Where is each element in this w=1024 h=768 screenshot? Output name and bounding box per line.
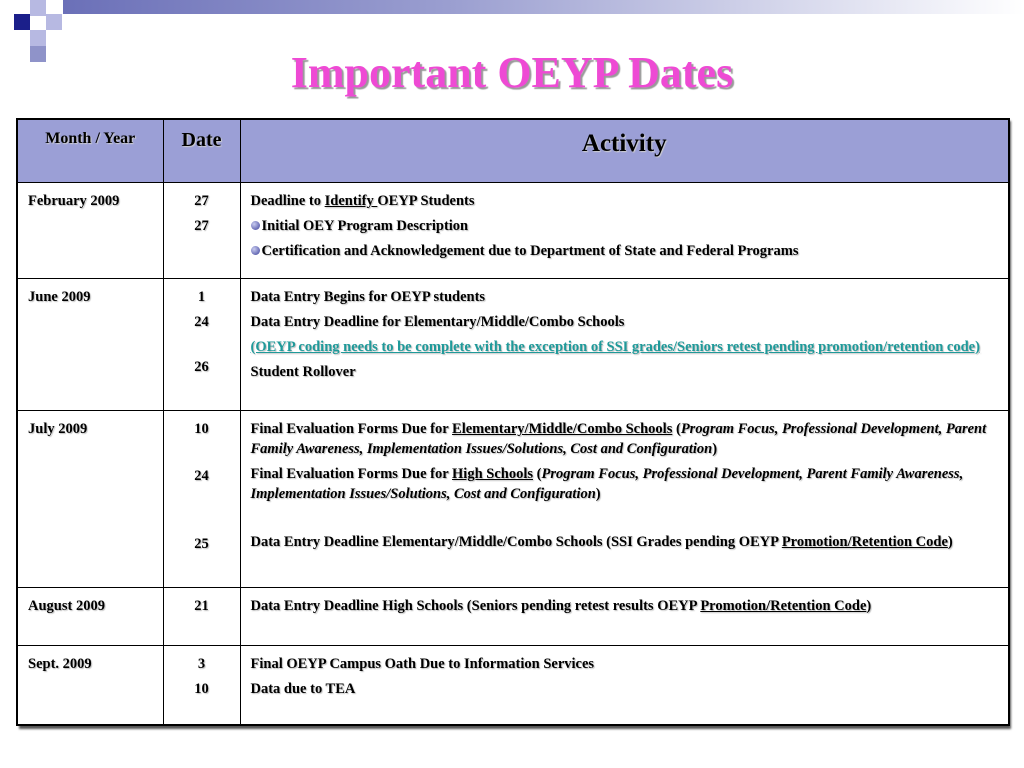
date-cell <box>163 182 240 278</box>
header-activity: Activity <box>240 119 1009 182</box>
activity-cell <box>240 411 1009 588</box>
activity-line: Deadline to Identify OEYP Students <box>250 192 475 209</box>
date-value: 10 <box>194 421 209 438</box>
date-value: 27 <box>194 192 209 209</box>
table-row-february <box>17 182 1009 278</box>
activity-line: Data Entry Deadline Elementary/Middle/Combo Schools (SSI Grades pending OEYP Promotion/Retention Code) <box>250 534 953 551</box>
promotion-retention-code-link[interactable]: Promotion/Retention Code <box>781 534 948 551</box>
high-schools-link[interactable]: High Schools <box>452 466 534 483</box>
month-cell: August 2009 <box>17 587 163 645</box>
date-value: 10 <box>194 681 209 698</box>
date-value: 21 <box>194 597 209 614</box>
activity-cell <box>240 587 1009 645</box>
header-date: Date <box>163 119 240 182</box>
table-row-july <box>17 411 1009 588</box>
bullet-icon <box>251 221 260 230</box>
date-cell <box>163 411 240 588</box>
month-cell: February 2009 <box>17 182 163 278</box>
date-value: 25 <box>194 536 209 553</box>
coding-note-link[interactable]: (OEYP coding needs to be complete with the exception of SSI grades/Seniors retest pending promotion/retention code) <box>250 338 980 355</box>
dates-table <box>16 118 1010 726</box>
activity-line: Final OEYP Campus Oath Due to Information Services <box>250 656 595 673</box>
date-value: 27 <box>194 217 209 234</box>
date-cell <box>163 278 240 410</box>
elementary-schools-link[interactable]: Elementary/Middle/Combo Schools <box>452 421 673 438</box>
activity-line: Final Evaluation Forms Due for High Schools (Program Focus, Professional Development, Parent Family Awareness, Implementation Issues/Solutions, Cost and Configuration) <box>250 466 964 503</box>
bullet-icon <box>251 246 260 255</box>
date-value: 24 <box>194 468 209 485</box>
top-gradient-bar <box>63 0 1024 14</box>
activity-line: Certification and Acknowledgement due to Department of State and Federal Programs <box>251 241 999 261</box>
date-value <box>164 337 240 357</box>
date-value: 24 <box>194 313 209 330</box>
table-row-june <box>17 278 1009 410</box>
dates-table-container <box>16 118 1008 726</box>
date-value <box>164 444 240 466</box>
activity-line: Final Evaluation Forms Due for Elementary/Middle/Combo Schools (Program Focus, Professional Development, Parent Family Awareness, Implementation Issues/Solutions, Cost and Configuration) <box>250 421 987 458</box>
table-row-august <box>17 587 1009 645</box>
header-month-year: Month / Year <box>17 119 163 182</box>
date-value: 3 <box>197 656 206 673</box>
date-value <box>164 491 240 534</box>
activity-line: Data Entry Deadline High Schools (Seniors pending retest results OEYP Promotion/Retention Code) <box>250 597 872 614</box>
month-cell: July 2009 <box>17 411 163 588</box>
activity-line: Data due to TEA <box>250 681 356 698</box>
date-value: 26 <box>194 358 209 375</box>
activity-line: Initial OEY Program Description <box>251 216 999 236</box>
activity-cell <box>240 646 1009 725</box>
activity-line: Student Rollover <box>250 363 356 380</box>
month-cell: Sept. 2009 <box>17 646 163 725</box>
activity-cell <box>240 278 1009 410</box>
activity-cell <box>240 182 1009 278</box>
date-cell <box>163 646 240 725</box>
identify-link[interactable]: Identify <box>324 192 378 209</box>
date-cell <box>163 587 240 645</box>
slide-title: Important OEYP Dates <box>290 48 734 97</box>
date-value: 1 <box>197 288 206 305</box>
activity-line: Data Entry Begins for OEYP students <box>250 288 486 305</box>
table-row-september <box>17 646 1009 725</box>
activity-line: Data Entry Deadline for Elementary/Middle/Combo Schools <box>250 313 625 330</box>
month-cell: June 2009 <box>17 278 163 410</box>
promotion-retention-code-link[interactable]: Promotion/Retention Code <box>700 597 867 614</box>
